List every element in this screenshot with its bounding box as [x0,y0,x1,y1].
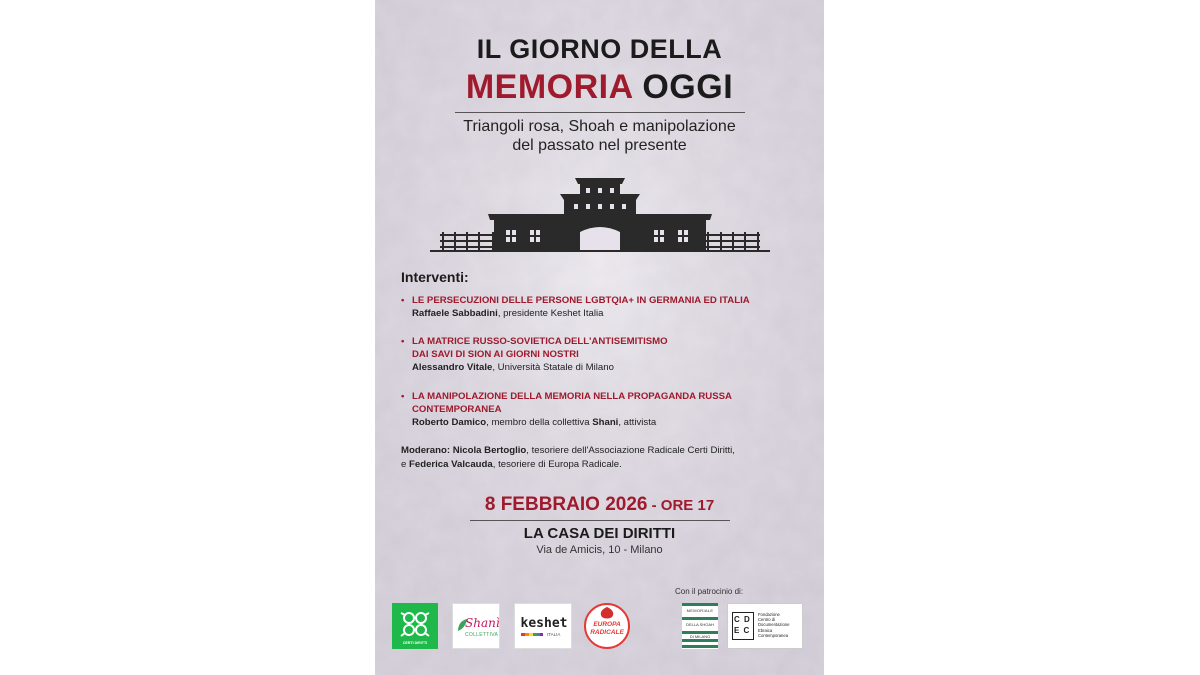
cdec-line: Documentazione [758,622,790,628]
talk-speaker-2 [412,361,811,374]
cdec-letters-bottom: E C [734,626,751,635]
patronage-label: Con il patrocinio di: [675,587,744,596]
talk-title-3a: LA MANIPOLAZIONE DELLA MEMORIA NELLA PROPAGANDA RUSSA [412,391,732,402]
radicale-text: RADICALE [590,629,624,636]
talk-title-2a: LA MATRICE RUSSO-SOVIETICA DELL'ANTISEMITISMO [412,336,668,347]
title-line-1: IL GIORNO DELLA [476,34,723,64]
keshet-subtext: ITALIA [547,632,561,637]
subtitle-line-2: del passato nel presente [512,137,687,154]
moderators-conj: e [401,459,410,470]
memoriale-text-3: DI MILANO [689,634,711,639]
interventi-heading: Interventi: [401,269,469,285]
cdec-line: Fondazione [758,612,780,617]
talk-title-1: LE PERSECUZIONI DELLE PERSONE LGBTQIA+ IN GERMANIA ED ITALIA [412,295,750,306]
shani-text: Shanì [465,616,500,630]
talk-speaker-3 [412,416,811,429]
moderator-2-role: , tesoriere di Europa Radicale. [492,459,622,470]
moderators [401,444,811,472]
europa-text: EUROPA [593,621,621,628]
speaker-name: Alessandro Vitale [412,362,493,373]
speaker-org: Shani [592,417,619,428]
shani-logo [452,603,500,649]
moderators-label: Moderano: [401,445,453,456]
date-divider [470,520,730,521]
europa-radicale-logo [584,603,630,649]
speaker-tail: , attivista [618,417,657,428]
title-rest: OGGI [632,68,734,106]
cdec-letters-top: C D [734,615,751,624]
speaker-name: Raffaele Sabbadini [412,308,498,319]
cdec-description [758,612,789,638]
cdec-line: Centro di [758,617,775,623]
speaker-role: , membro della collettiva [486,417,593,428]
moderator-line-1 [401,444,811,458]
event-time: - ORE 17 [647,497,715,514]
title-line-2 [375,68,824,107]
memoriale-text-1: MEMORIALE [686,608,714,613]
shani-subtext: COLLETTIVA [465,632,499,638]
speaker-role: , Università Statale di Milano [492,362,614,373]
cdec-line: Contemporanea [758,632,789,638]
moderator-line-2 [401,458,811,472]
title-highlight: MEMORIA [465,68,633,106]
cdec-logo [727,603,803,649]
keshet-text: keshet [520,616,568,631]
talk-speaker-1 [412,307,811,320]
subtitle-line-1: Triangoli rosa, Shoah e manipolazione [463,118,736,135]
certi-diritti-text: CERTI DIRITTI [402,641,428,645]
event-venue: LA CASA DEI DIRITTI [523,525,676,542]
talk-item-2 [401,335,811,374]
memoriale-text-2: DELLA SHOAH [686,622,714,627]
memoriale-shoah-logo [682,603,718,649]
certi-diritti-logo [392,603,438,649]
moderator-1-role: , tesoriere dell'Associazione Radicale Certi Diritti, [526,445,735,456]
event-date [375,494,824,516]
event-poster [375,0,824,675]
event-address: Via de Amicis, 10 - Milano [536,544,663,556]
camp-gate-illustration [430,172,770,254]
moderator-1-name: Nicola Bertoglio [452,445,527,456]
cdec-line: Ebraica [758,627,773,633]
event-date-day: 8 FEBBRAIO 2026 [484,494,648,515]
title-divider [455,112,745,113]
moderator-2-name: Federica Valcauda [409,459,493,470]
talk-title-2b: DAI SAVI DI SION AI GIORNI NOSTRI [412,349,579,360]
talk-title-3b: CONTEMPORANEA [412,404,502,415]
bullet: • [401,391,405,402]
rainbow-stripe-icon [521,633,543,636]
speaker-role: , presidente Keshet Italia [497,308,604,319]
talk-item-3 [401,390,811,429]
keshet-logo [514,603,572,649]
bullet: • [401,336,405,347]
speaker-name: Roberto Damico [412,417,487,428]
talk-item-1 [401,294,811,320]
bullet: • [401,295,405,306]
